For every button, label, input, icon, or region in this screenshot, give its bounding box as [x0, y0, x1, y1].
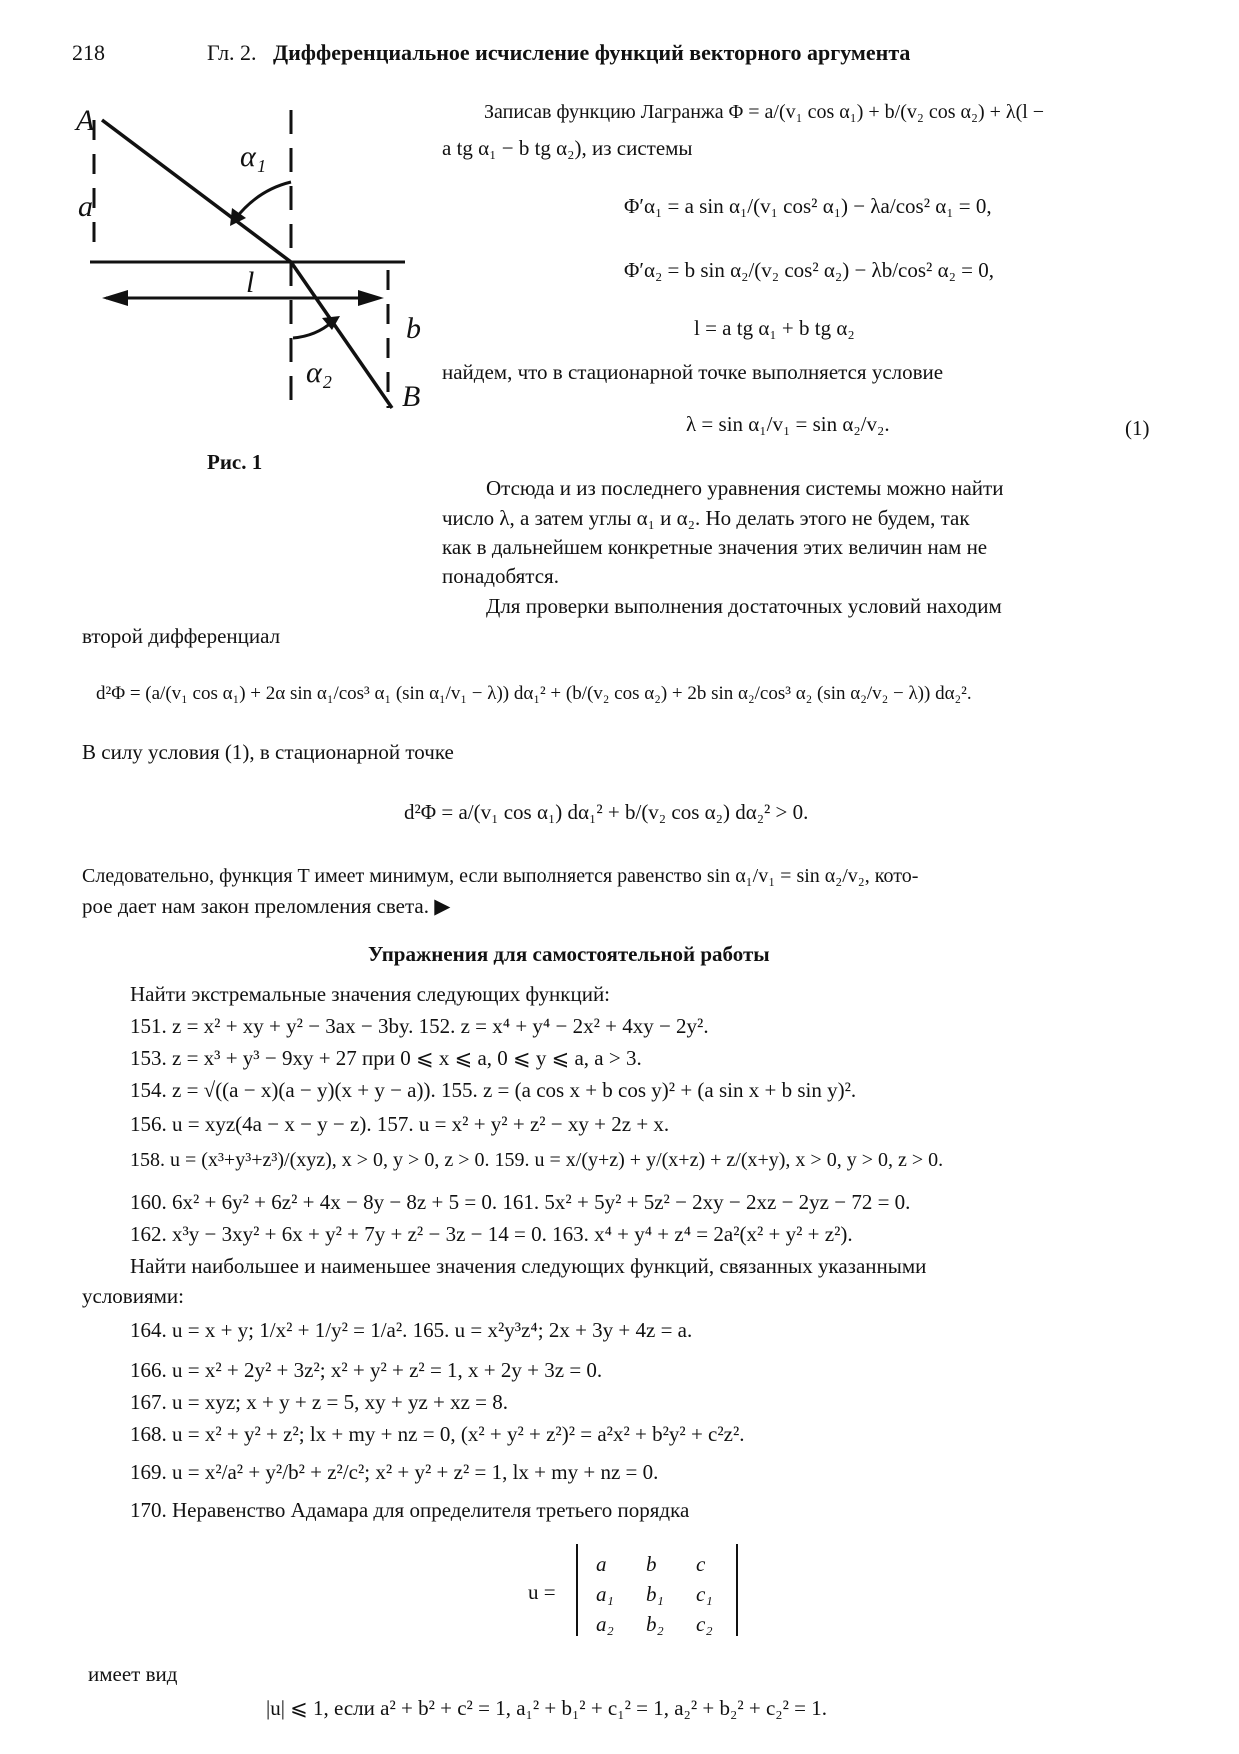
body-line-2: a tg α₁ − b tg α₂), из системы — [442, 136, 693, 160]
equation-phi-alpha2: Φ′α₂ = b sin α₂/(v₂ cos² α₂) − λb/cos² α₂ = 0, — [624, 258, 995, 282]
equation-lambda: λ = sin α₁/v₁ = sin α₂/v₂. — [686, 412, 890, 436]
exercises-heading: Упражнения для самостоятельной работы — [368, 942, 770, 966]
paragraph-line-8: Следовательно, функция T имеет минимум, если выполняется равенство sin α₁/v₁ = sin α₂/v₂, кото- — [82, 865, 919, 887]
alpha1-label: α₁ — [240, 140, 267, 173]
body-line-1: Записав функцию Лагранжа Φ = a/(v₁ cos α₁) + b/(v₂ cos α₂) + λ(l − — [484, 101, 1045, 123]
running-title: Дифференциальное исчисление функций векторного аргумента — [273, 40, 911, 65]
determinant-cell: a₁ — [596, 1582, 614, 1606]
point-a-label: A — [76, 104, 95, 137]
body-line-3: найдем, что в стационарной точке выполняется условие — [442, 360, 944, 384]
paragraph-line-9: рое дает нам закон преломления света. ▶ — [82, 894, 451, 918]
determinant-cell: b — [646, 1552, 657, 1576]
paragraph-line-2: число λ, а затем углы α₁ и α₂. Но делать этого не будем, так — [442, 506, 970, 530]
equation-phi-alpha1: Φ′α₁ = a sin α₁/(v₁ cos² α₁) − λa/cos² α₁ = 0, — [624, 194, 992, 218]
exercise-156-157: 156. u = xyz(4a − x − y − z). 157. u = x² + y² + z² − xy + 2z + x. — [130, 1112, 670, 1136]
determinant-cell: b₁ — [646, 1582, 664, 1606]
exercise-154-155: 154. z = √((a − x)(a − y)(x + y − a)). 155. z = (a cos x + b cos y)² + (a sin x + b sin y)². — [130, 1078, 857, 1102]
paragraph-line-1: Отсюда и из последнего уравнения системы можно найти — [486, 476, 1004, 500]
figure-caption: Рис. 1 — [207, 450, 263, 474]
paragraph-line-6: второй дифференциал — [82, 624, 281, 648]
exercise-158-159: 158. u = (x³+y³+z³)/(xyz), x > 0, y > 0, z > 0. 159. u = x/(y+z) + y/(x+z) + z/(x+y), x > 0, y > 0, z > 0. — [130, 1149, 944, 1171]
exercise-162-163: 162. x³y − 3xy² + 6x + y² + 7y + z² − 3z − 14 = 0. 163. x⁴ + y⁴ + z⁴ = 2a²(x² + y² + z²). — [130, 1222, 853, 1246]
exercise-170: 170. Неравенство Адамара для определителя третьего порядка — [130, 1498, 690, 1522]
exercise-164-165: 164. u = x + y; 1/x² + 1/y² = 1/a². 165. u = x²y³z⁴; 2x + 3y + 4z = a. — [130, 1318, 693, 1342]
equation-second-differential: d²Φ = (a/(v₁ cos α₁) + 2α sin α₁/cos³ α₁ (sin α₁/v₁ − λ)) dα₁² + (b/(v₂ cos α₂) + 2b sin α₂/cos³ α₂ (sin α₂/v₂ − λ)) dα₂². — [96, 683, 972, 704]
determinant-cell: c — [696, 1552, 706, 1576]
exercises-intro-2b: условиями: — [82, 1284, 184, 1308]
l-label: l — [246, 266, 255, 299]
paragraph-line-5: Для проверки выполнения достаточных условий находим — [486, 594, 1002, 618]
exercise-169: 169. u = x²/a² + y²/b² + z²/c²; x² + y² + z² = 1, lx + my + nz = 0. — [130, 1460, 659, 1484]
page-number: 218 — [72, 40, 105, 65]
has-form-text: имеет вид — [88, 1662, 178, 1686]
exercise-151-152: 151. z = x² + xy + y² − 3ax − 3by. 152. z = x⁴ + y⁴ − 2x² + 4xy − 2y². — [130, 1014, 709, 1038]
determinant-cell: a₂ — [596, 1612, 614, 1636]
determinant-right-bar — [736, 1544, 738, 1636]
determinant-cell: c₂ — [696, 1612, 713, 1636]
exercise-166: 166. u = x² + 2y² + 3z²; x² + y² + z² = 1, x + 2y + 3z = 0. — [130, 1358, 603, 1382]
determinant-cell: c₁ — [696, 1582, 713, 1606]
exercise-168: 168. u = x² + y² + z²; lx + my + nz = 0, (x² + y² + z²)² = a²x² + b²y² + c²z². — [130, 1422, 745, 1446]
determinant-cell: b₂ — [646, 1612, 664, 1636]
equation-l: l = a tg α₁ + b tg α₂ — [694, 316, 855, 340]
equation-number-1: (1) — [1125, 416, 1150, 440]
equation-second-differential-stationary: d²Φ = a/(v₁ cos α₁) dα₁² + b/(v₂ cos α₂) dα₂² > 0. — [404, 800, 809, 824]
hadamard-inequality: |u| ⩽ 1, если a² + b² + c² = 1, a₁² + b₁² + c₁² = 1, a₂² + b₂² + c₂² = 1. — [266, 1696, 827, 1720]
paragraph-line-3: как в дальнейшем конкретные значения этих величин нам не — [442, 535, 988, 559]
determinant-left-bar — [576, 1544, 578, 1636]
alpha2-label: α₂ — [306, 356, 333, 389]
segment-a-label: a — [78, 190, 93, 223]
exercise-153: 153. z = x³ + y³ − 9xy + 27 при 0 ⩽ x ⩽ a, 0 ⩽ y ⩽ a, a > 3. — [130, 1046, 642, 1070]
exercises-intro-2a: Найти наибольшее и наименьшее значения следующих функций, связанных указанными — [130, 1254, 927, 1278]
segment-b-label: b — [406, 312, 421, 345]
point-b-label: B — [402, 380, 421, 413]
determinant-cell: a — [596, 1552, 607, 1576]
paragraph-line-4: понадобятся. — [442, 564, 559, 588]
exercises-intro-1: Найти экстремальные значения следующих функций: — [130, 982, 611, 1006]
chapter-label: Гл. 2. — [207, 40, 257, 65]
determinant-lhs: u = — [528, 1580, 556, 1604]
paragraph-line-7: В силу условия (1), в стационарной точке — [82, 740, 454, 764]
exercise-160-161: 160. 6x² + 6y² + 6z² + 4x − 8y − 8z + 5 = 0. 161. 5x² + 5y² + 5z² − 2xy − 2xz − 2yz − 72 = 0. — [130, 1190, 911, 1214]
exercise-167: 167. u = xyz; x + y + z = 5, xy + yz + xz = 8. — [130, 1390, 509, 1414]
